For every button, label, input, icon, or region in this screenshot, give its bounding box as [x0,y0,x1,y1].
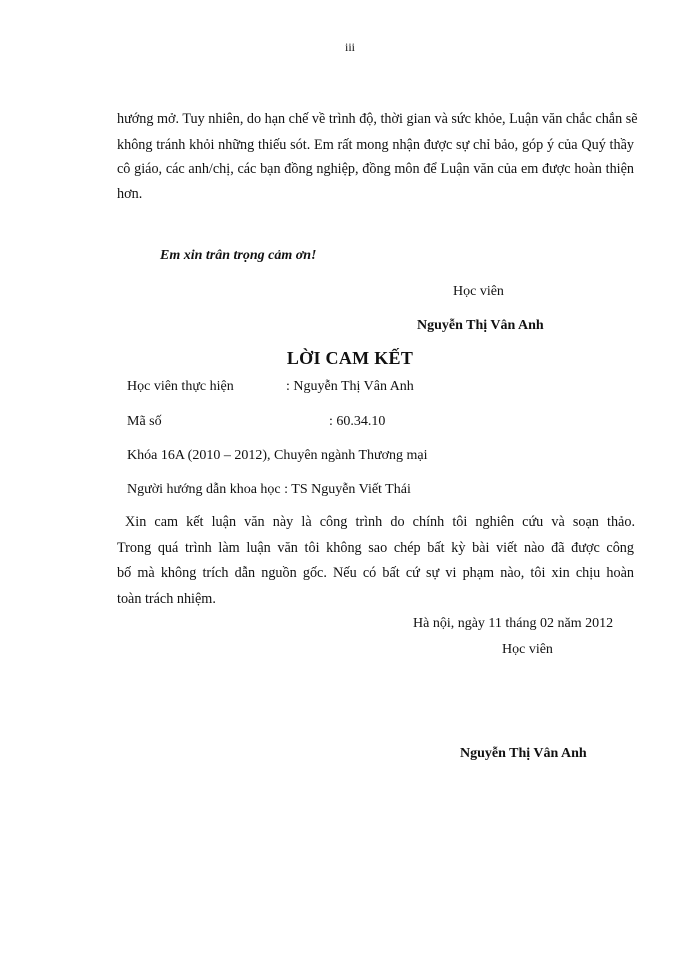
statement-line-4: toàn trách nhiệm. [117,591,216,607]
course-line: Khóa 16A (2010 – 2012), Chuyên ngành Thương mại [127,448,428,463]
supervisor-line: Người hướng dẫn khoa học : TS Nguyễn Viết Thái [127,482,411,497]
intro-line-4: hơn. [117,186,143,202]
info-value-student: : Nguyễn Thị Vân Anh [286,379,414,394]
page-number: iii [344,40,355,54]
declaration-signature-role: Học viên [502,642,553,657]
info-label-code: Mã số [127,414,162,429]
signature-name: Nguyễn Thị Vân Anh [417,318,544,333]
statement-line-1: Xin cam kết luận văn này là công trình do chính tôi nghiên cứu và soạn thảo. [125,514,635,530]
date-line: Hà nội, ngày 11 tháng 02 năm 2012 [413,616,614,631]
statement-line-3: bố mà không trích dẫn nguồn gốc. Nếu có bất cứ sự vi phạm nào, tôi xin chịu hoàn [117,565,634,581]
declaration-signature-name: Nguyễn Thị Vân Anh [460,746,587,761]
intro-line-1: hướng mở. Tuy nhiên, do hạn chế về trình độ, thời gian và sức khỏe, Luận văn chắc chắn sẽ [117,111,638,127]
intro-line-2: không tránh khỏi những thiếu sót. Em rất mong nhận được sự chỉ bảo, góp ý của Quý thầy [117,137,634,153]
info-value-code: : 60.34.10 [329,414,386,429]
declaration-title: LỜI CAM KẾT [286,348,414,368]
info-label-student: Học viên thực hiện [127,379,234,394]
intro-line-3: cô giáo, các anh/chị, các bạn đồng nghiệp, đồng môn để Luận văn của em được hoàn thiện [117,161,634,177]
thanks-line: Em xin trân trọng cảm ơn! [160,248,317,263]
signature-role: Học viên [453,284,504,299]
statement-line-2: Trong quá trình làm luận văn tôi không sao chép bất kỳ bài viết nào đã được công [117,540,634,556]
